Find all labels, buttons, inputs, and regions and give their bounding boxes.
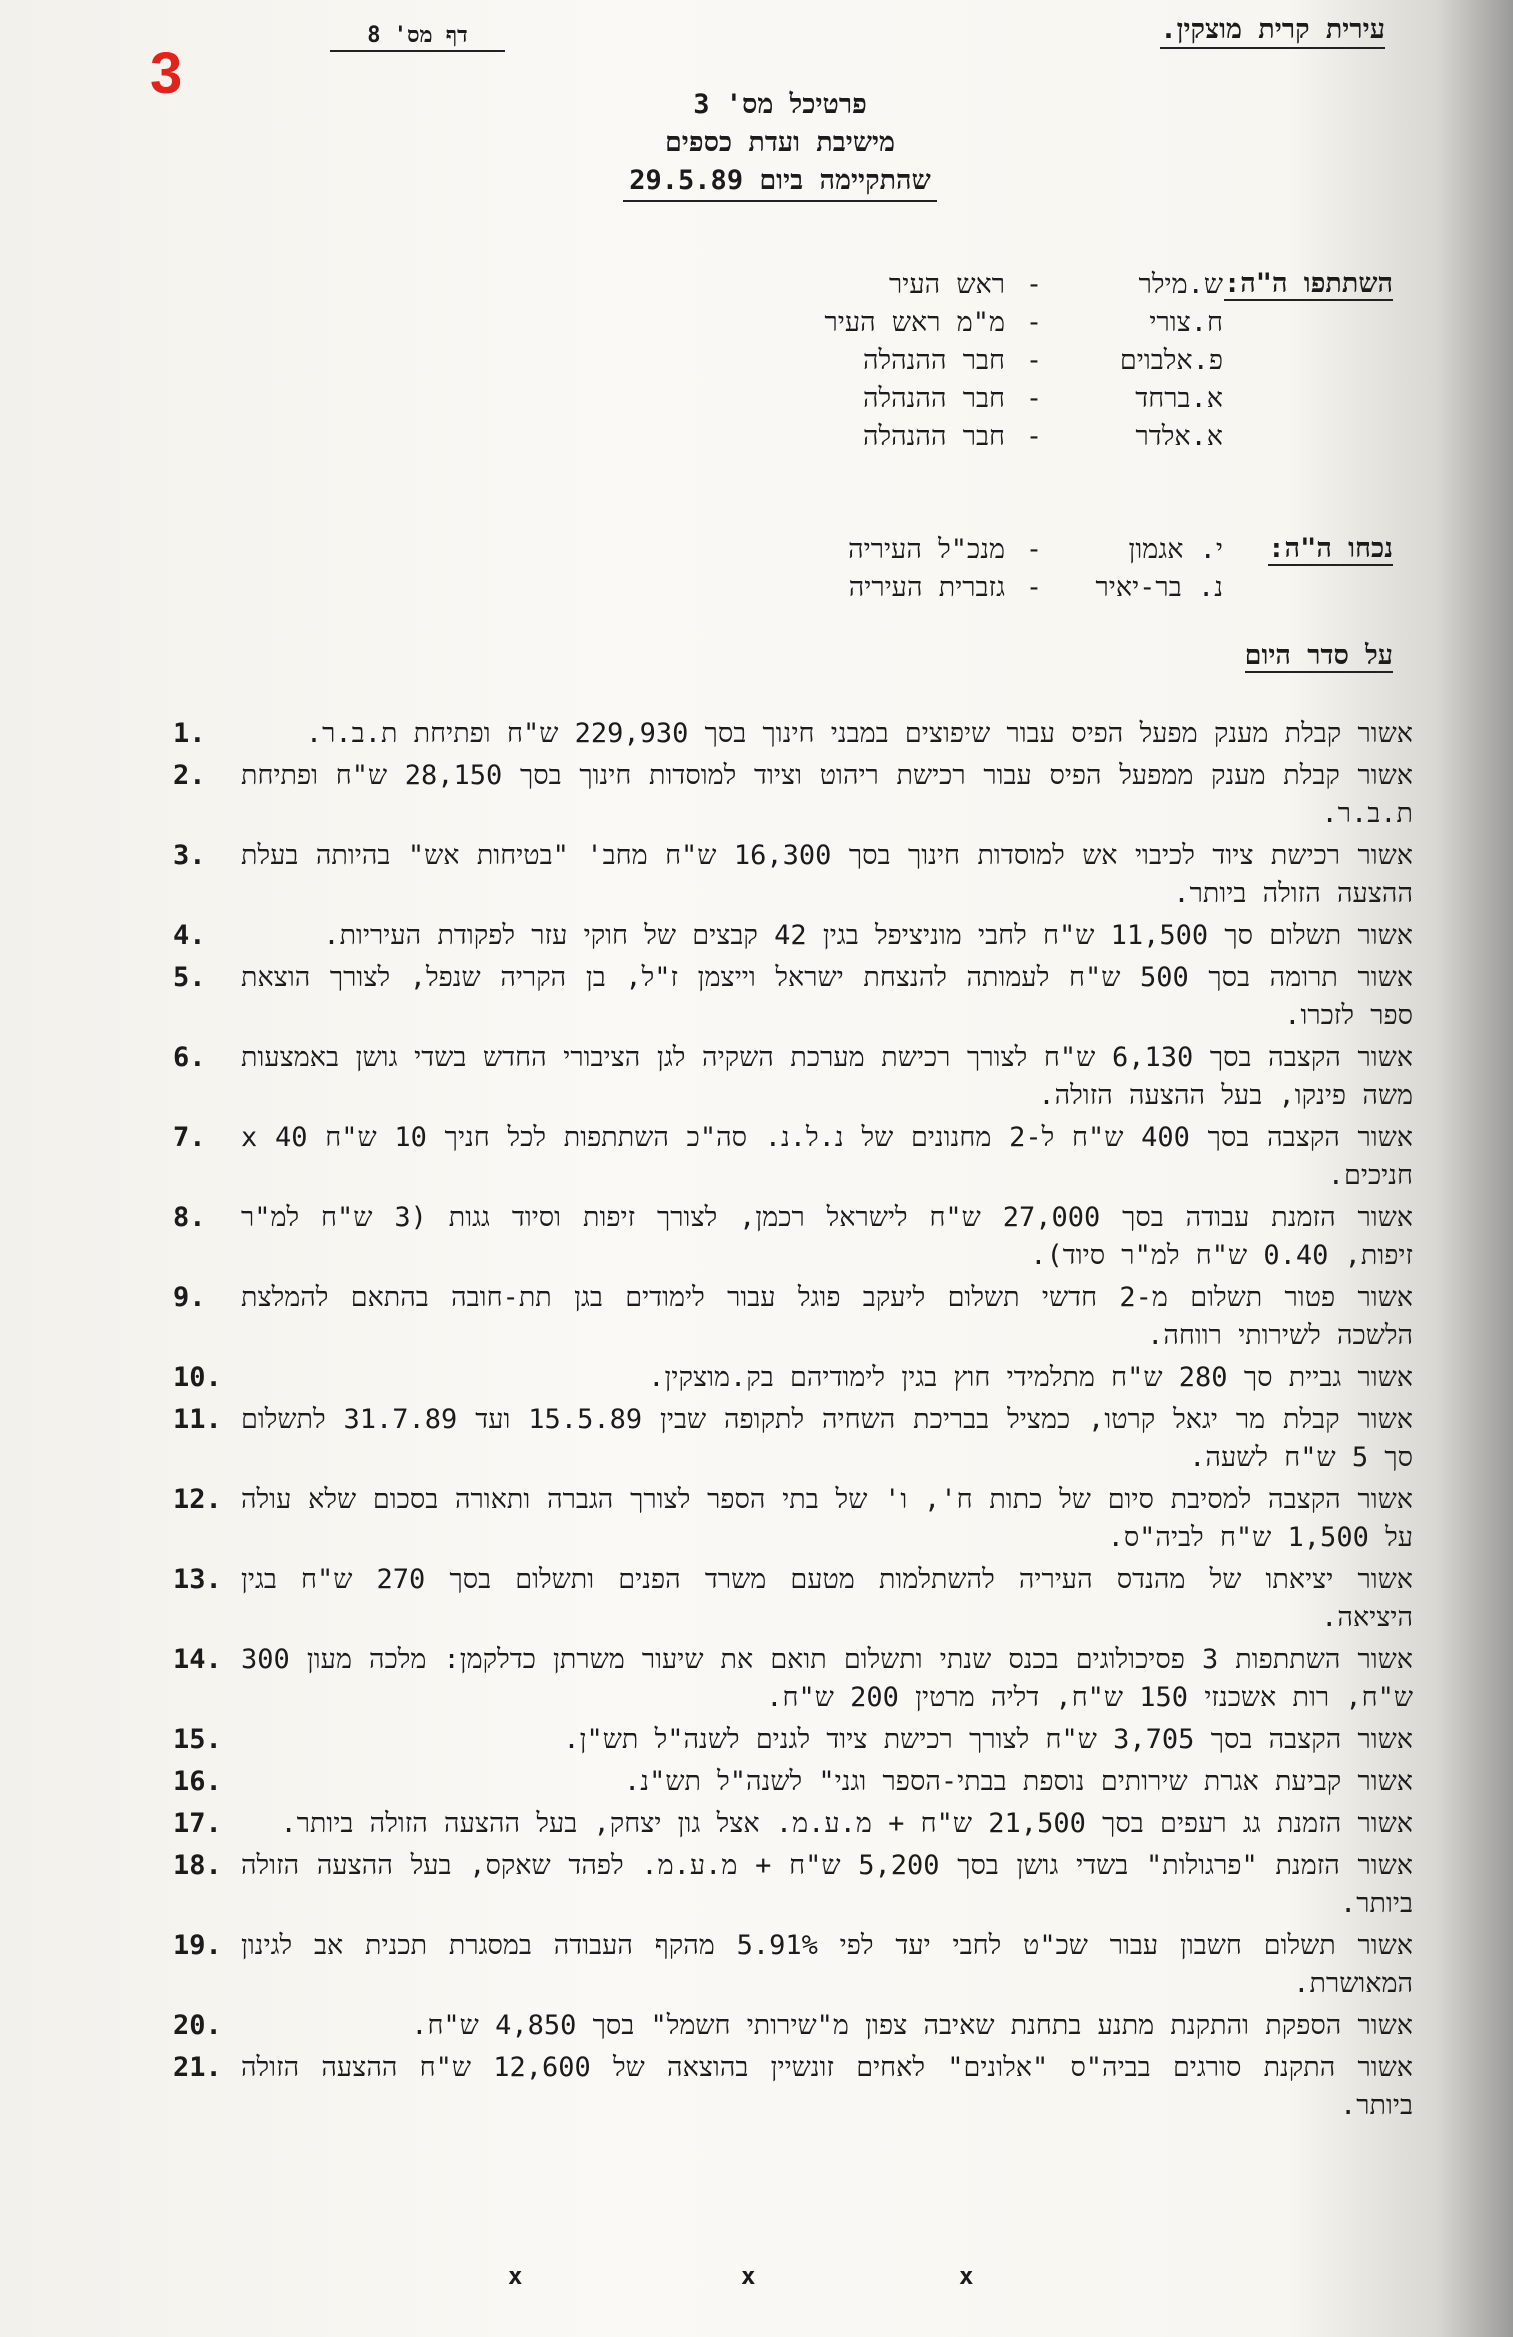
agenda-item-number: 8.	[173, 1202, 206, 1233]
agenda-item-text: אשור קבלת מענק ממפעל הפיס עבור רכישת ריהוט וציוד למוסדות חינוך בסך 28,150 ש"ח ופתיחת ת.ב.ר.	[241, 760, 1413, 829]
person-name: נ. בר-יאיר	[1095, 572, 1223, 603]
person-name: ח.צורי	[1149, 307, 1223, 338]
agenda-item-text: אשור קביעת אגרת שירותים נוספת בבתי-הספר וגני" לשנה"ל תש"נ.	[624, 1766, 1413, 1797]
agenda-item-number: 13.	[173, 1564, 222, 1595]
agenda-item	[173, 1641, 1413, 1717]
person-role: מ"מ ראש העיר	[824, 307, 1005, 338]
footer-mark-1: x	[508, 2262, 523, 2290]
agenda-item	[173, 1561, 1413, 1637]
agenda-item	[173, 1401, 1413, 1477]
agenda-item	[173, 837, 1413, 913]
agenda-item-text: אשור קבלת מר יגאל קרטו, כמציל בבריכת השחיה לתקופה שבין 15.5.89 ועד 31.7.89 לתשלום סך 5 ש"ח לשעה.	[241, 1404, 1414, 1473]
title-line-1: פרטיכל מס' 3	[693, 89, 867, 120]
separator-dash: -	[1025, 534, 1043, 565]
agenda-item-number: 9.	[173, 1282, 206, 1313]
person-role: חבר ההנהלה	[862, 345, 1005, 376]
separator-dash: -	[1025, 307, 1043, 338]
corner-number-annotation: 3	[150, 41, 183, 106]
agenda-item-text: אשור הקצבה בסך 6,130 ש"ח לצורך רכישת מערכת השקיה לגן הציבורי החדש בשדי גושן באמצעות משה פינקו, בעל ההצעה הזולה.	[241, 1042, 1413, 1111]
agenda-label: על סדר היום	[1244, 640, 1393, 671]
agenda-item-text: אשור קבלת מענק מפעל הפיס עבור שיפוצים במבני חינוך בסך 229,930 ש"ח ופתיחת ת.ב.ר.	[305, 718, 1413, 749]
separator-dash: -	[1025, 421, 1043, 452]
separator-dash: -	[1025, 269, 1043, 300]
person-name: פ.אלבוים	[1119, 345, 1223, 376]
agenda-item-number: 10.	[173, 1362, 222, 1393]
agenda-list	[173, 715, 1413, 2129]
title-line-2: מישיבת ועדת כספים	[664, 127, 896, 158]
page-reference: דף מס' 8	[330, 22, 505, 52]
agenda-item-text: אשור רכישת ציוד לכיבוי אש למוסדות חינוך בסך 16,300 ש"ח מחב' "בטיחות אש" בהיותה בעלת ההצעה הזולה ביותר.	[241, 840, 1414, 909]
agenda-item	[173, 917, 1413, 955]
agenda-item-text: אשור הזמנת גג רעפים בסך 21,500 ש"ח + מ.ע.מ. אצל גון יצחק, בעל ההצעה הזולה ביותר.	[280, 1808, 1413, 1839]
person-name: א.ברחד	[1135, 383, 1223, 414]
agenda-item	[173, 757, 1413, 833]
person-name: י. אגמון	[1128, 534, 1223, 565]
agenda-item-text: אשור תשלום חשבון עבור שכ"ט לחבי יעד לפי 5.91% מהקף העבודה במסגרת תכנית אב לגינון המאושרת.	[241, 1930, 1414, 1999]
person-row	[848, 569, 1223, 607]
agenda-item-number: 6.	[173, 1042, 206, 1073]
person-name: א.אלדר	[1135, 421, 1223, 452]
person-role: גזברית העיריה	[848, 572, 1005, 603]
agenda-item-number: 19.	[173, 1930, 222, 1961]
agenda-item	[173, 1199, 1413, 1275]
agenda-item	[173, 1763, 1413, 1801]
agenda-item-number: 14.	[173, 1644, 222, 1675]
agenda-item-number: 3.	[173, 840, 206, 871]
agenda-item-text: אשור השתתפות 3 פסיכולוגים בכנס שנתי ותשלום תואם את שיעור משרתן כדלקמן: מלכה מעון 300 ש"ח, רות אשכנזי 150 ש"ח, דליה מרטין 200 ש"ח.	[241, 1644, 1413, 1713]
person-role: חבר ההנהלה	[862, 383, 1005, 414]
agenda-item	[173, 1119, 1413, 1195]
agenda-item	[173, 1359, 1413, 1397]
agenda-item-number: 1.	[173, 718, 206, 749]
person-row	[824, 418, 1223, 456]
agenda-item-number: 20.	[173, 2010, 222, 2041]
agenda-item-text: אשור פטור תשלום מ-2 חדשי תשלום ליעקב פוגל עבור לימודים בגן תת-חובה בהתאם להמלצת הלשכה לשירותי רווחה.	[241, 1282, 1413, 1351]
person-role: ראש העיר	[889, 269, 1005, 300]
agenda-item-text: אשור יציאתו של מהנדס העיריה להשתלמות מטעם משרד הפנים ותשלום בסך 270 ש"ח בגין היציאה.	[241, 1564, 1413, 1633]
agenda-item-number: 7.	[173, 1122, 206, 1153]
person-row	[824, 266, 1223, 304]
agenda-item-number: 11.	[173, 1404, 222, 1435]
document-title	[560, 86, 1000, 202]
agenda-item	[173, 1805, 1413, 1843]
agenda-item-number: 21.	[173, 2052, 222, 2083]
separator-dash: -	[1025, 345, 1043, 376]
person-role: מנכ"ל העיריה	[848, 534, 1005, 565]
separator-dash: -	[1025, 383, 1043, 414]
agenda-item-text: אשור התקנת סורגים בביה"ס "אלונים" לאחים זונשיין בהוצאה של 12,600 ש"ח ההצעה הזולה ביותר.	[241, 2052, 1413, 2121]
agenda-item-number: 4.	[173, 920, 206, 951]
person-name: ש.מילר	[1138, 269, 1223, 300]
separator-dash: -	[1025, 572, 1043, 603]
agenda-item-number: 12.	[173, 1484, 222, 1515]
agenda-item	[173, 1481, 1413, 1557]
agenda-item-number: 18.	[173, 1850, 222, 1881]
person-role: חבר ההנהלה	[862, 421, 1005, 452]
agenda-item-text: אשור הקצבה בסך 3,705 ש"ח לצורך רכישת ציוד לגנים לשנה"ל תש"ן.	[563, 1724, 1413, 1755]
present-label: נכחו ה"ה:	[1268, 533, 1393, 564]
agenda-item	[173, 1927, 1413, 2003]
agenda-item-text: אשור הקצבה למסיבת סיום של כתות ח', ו' של בתי הספר לצורך הגברה ותאורה בסכום שלא עולה על 1,500 ש"ח לביה"ס.	[241, 1484, 1413, 1553]
present-list	[848, 531, 1223, 607]
agenda-item-text: אשור הזמנת עבודה בסך 27,000 ש"ח לישראל רכמן, לצורך זיפות וסיוד גגות (3 ש"ח למ"ר זיפות, 0.40 ש"ח למ"ר סיוד).	[241, 1202, 1414, 1271]
agenda-item	[173, 2049, 1413, 2125]
title-line-3: שהתקיימה ביום 29.5.89	[623, 162, 936, 202]
agenda-item-text: אשור גביית סך 280 ש"ח מתלמידי חוץ בגין לימודיהם בק.מוצקין.	[648, 1362, 1413, 1393]
footer-mark-2: x	[741, 2262, 756, 2290]
agenda-item	[173, 2007, 1413, 2045]
agenda-item-text: אשור תשלום סך 11,500 ש"ח לחבי מוניציפל בגין 42 קבצים של חוקי עזר לפקודת העיריות.	[323, 920, 1413, 951]
agenda-item-text: אשור הספקת והתקנת מתנע בתחנת שאיבה צפון מ"שירותי חשמל" בסך 4,850 ש"ח.	[411, 2010, 1413, 2041]
agenda-item	[173, 1721, 1413, 1759]
person-row	[824, 304, 1223, 342]
agenda-item-text: אשור הקצבה בסך 400 ש"ח ל-2 מחנונים של נ.ל.נ. סה"כ השתתפות לכל חניך 10 ש"ח x 40 חניכים.	[241, 1122, 1413, 1191]
agenda-item	[173, 1847, 1413, 1923]
agenda-item	[173, 1039, 1413, 1115]
agenda-item	[173, 715, 1413, 753]
agenda-item-text: אשור הזמנת "פרגולות" בשדי גושן בסך 5,200 ש"ח + מ.ע.מ. לפהד שאקס, בעל ההצעה הזולה ביותר.	[241, 1850, 1413, 1919]
agenda-item-number: 17.	[173, 1808, 222, 1839]
person-row	[824, 342, 1223, 380]
agenda-item-number: 2.	[173, 760, 206, 791]
person-row	[824, 380, 1223, 418]
agenda-item-number: 16.	[173, 1766, 222, 1797]
person-row	[848, 531, 1223, 569]
agenda-item-text: אשור תרומה בסך 500 ש"ח לעמותה להנצחת ישראל וייצמן ז"ל, בן הקריה שנפל, לצורך הוצאת ספר לזכרו.	[241, 962, 1413, 1031]
participants-list	[824, 266, 1223, 456]
agenda-item	[173, 1279, 1413, 1355]
participants-label: השתתפו ה"ה:	[1223, 268, 1393, 299]
agenda-item	[173, 959, 1413, 1035]
agenda-item-number: 5.	[173, 962, 206, 993]
footer-mark-3: x	[959, 2262, 974, 2290]
agenda-item-number: 15.	[173, 1724, 222, 1755]
municipality-header: עירית קרית מוצקין.	[1160, 14, 1385, 49]
